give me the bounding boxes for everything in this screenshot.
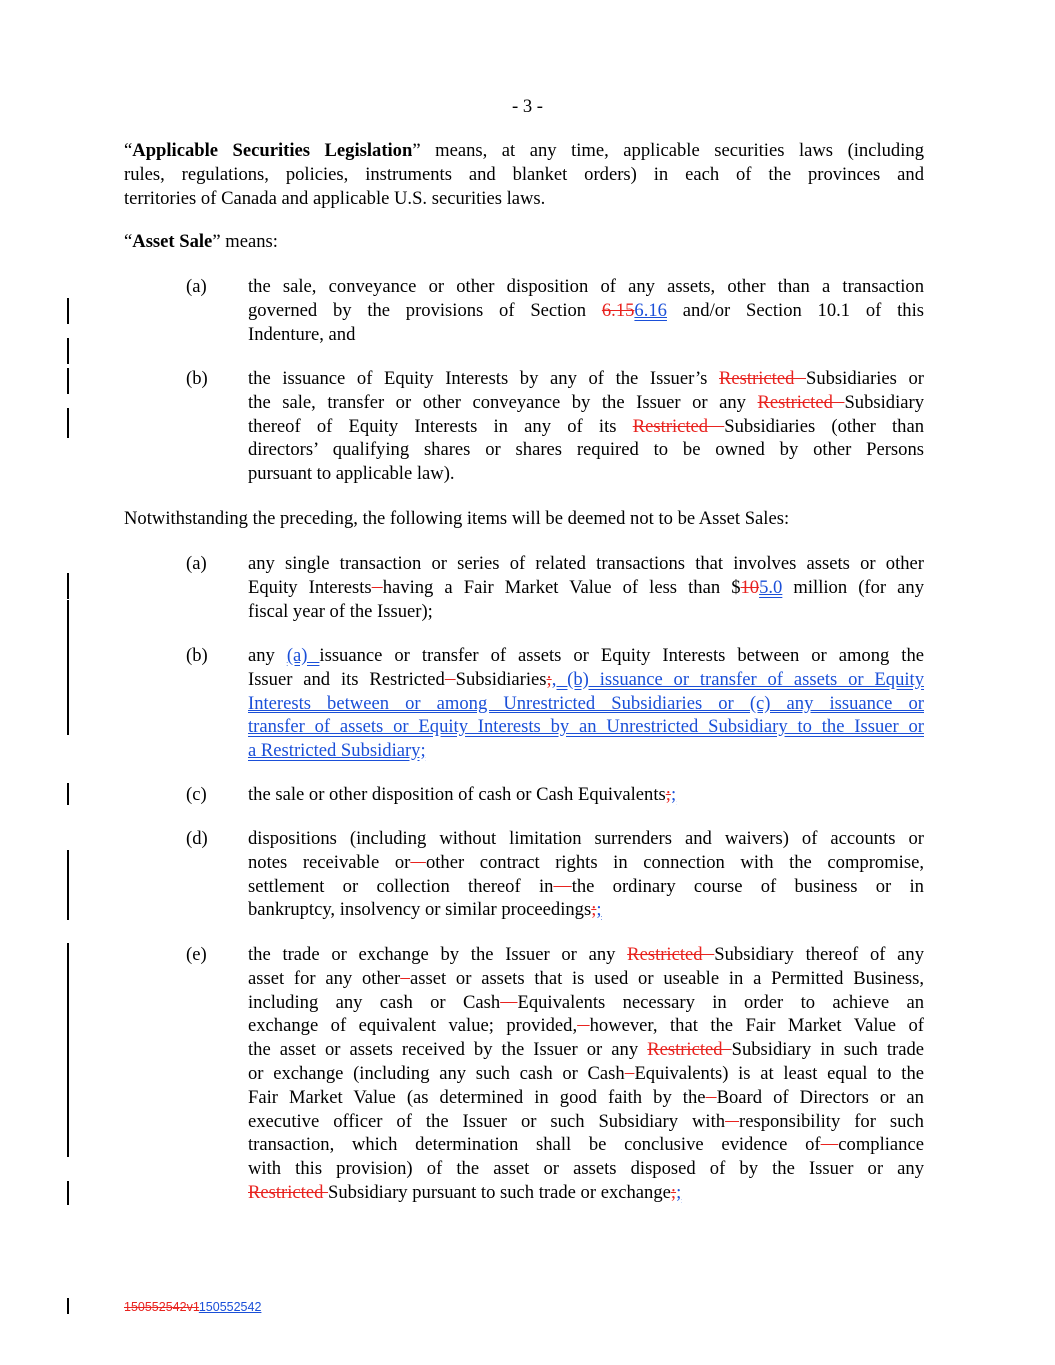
item-label: (c) (186, 784, 207, 805)
definition-asset-sale: “Asset Sale” means: (124, 231, 278, 252)
deletion: Restricted (757, 391, 845, 413)
change-bar (67, 1181, 69, 1205)
defined-term: Asset Sale (132, 231, 213, 252)
item-label: (a) (186, 553, 207, 574)
insertion: ; (670, 784, 677, 805)
deletion: Restricted (719, 368, 806, 389)
deletion (553, 876, 571, 897)
item-label: (b) (186, 645, 208, 666)
deletion: ; (670, 1181, 677, 1203)
deletion (400, 968, 410, 989)
insertion: Interests between or among Unrestricted Subsidiaries or (c) any issuance or (248, 692, 924, 714)
deletion: 150552542v1 (124, 1300, 199, 1314)
item-label: (e) (186, 944, 207, 965)
deletion: ; (591, 899, 597, 921)
insertion: 150552542 (198, 1300, 262, 1314)
page-number: - 3 - (512, 96, 543, 117)
deletion (706, 1087, 717, 1108)
change-bar (67, 338, 69, 364)
change-bar (67, 573, 69, 599)
deletion: Restricted (632, 415, 725, 437)
insertion: (a) (286, 645, 320, 666)
change-bar (67, 408, 69, 438)
insertion: ; (596, 899, 602, 921)
change-bar (67, 850, 69, 920)
notwithstanding-paragraph: Notwithstanding the preceding, the following items will be deemed not to be Asset Sales: (124, 508, 790, 529)
deletion: 10 (740, 576, 760, 598)
deletion: Restricted (248, 1181, 329, 1203)
change-bar (67, 298, 69, 324)
deletion: ; (546, 668, 552, 690)
defined-term: Applicable Securities Legislation (132, 140, 413, 161)
deletion (625, 1063, 635, 1084)
insertion: , (b) issuance or transfer of assets or Equity (551, 668, 924, 690)
deletion: 6.15 (601, 299, 635, 321)
insertion: transfer of assets or Equity Interests by an Unrestricted Subsidiary to the Issuer or (248, 716, 924, 738)
change-bar (67, 943, 69, 1157)
change-bar (67, 783, 69, 805)
item-label: (b) (186, 368, 208, 389)
deletion (445, 669, 456, 690)
deletion: Restricted (647, 1039, 732, 1061)
insertion: 6.16 (634, 299, 667, 321)
item-label: (d) (186, 828, 208, 849)
deletion (500, 992, 517, 1013)
insertion: ; (676, 1181, 682, 1203)
deletion (410, 852, 426, 873)
item-label: (a) (186, 276, 207, 297)
deletion (821, 1134, 839, 1155)
change-bar (67, 368, 69, 394)
insertion: a Restricted Subsidiary; (248, 740, 426, 762)
deletion (577, 1015, 589, 1036)
change-bar (67, 617, 69, 735)
deletion (725, 1111, 739, 1132)
deletion (372, 577, 383, 598)
deletion: ; (665, 784, 671, 805)
change-bar (67, 1298, 69, 1314)
definition-applicable-securities-legislation: “Applicable Securities Legislation” means, at any time, applicable securities laws (including rules, regulations, policies, instruments and blanket orders) in each of the provinces and territories of Canada and applicable U.S. securities laws. (124, 140, 924, 209)
deletion: Restricted (627, 944, 715, 965)
insertion: 5.0 (759, 576, 783, 598)
document-id-footer (124, 1299, 261, 1315)
